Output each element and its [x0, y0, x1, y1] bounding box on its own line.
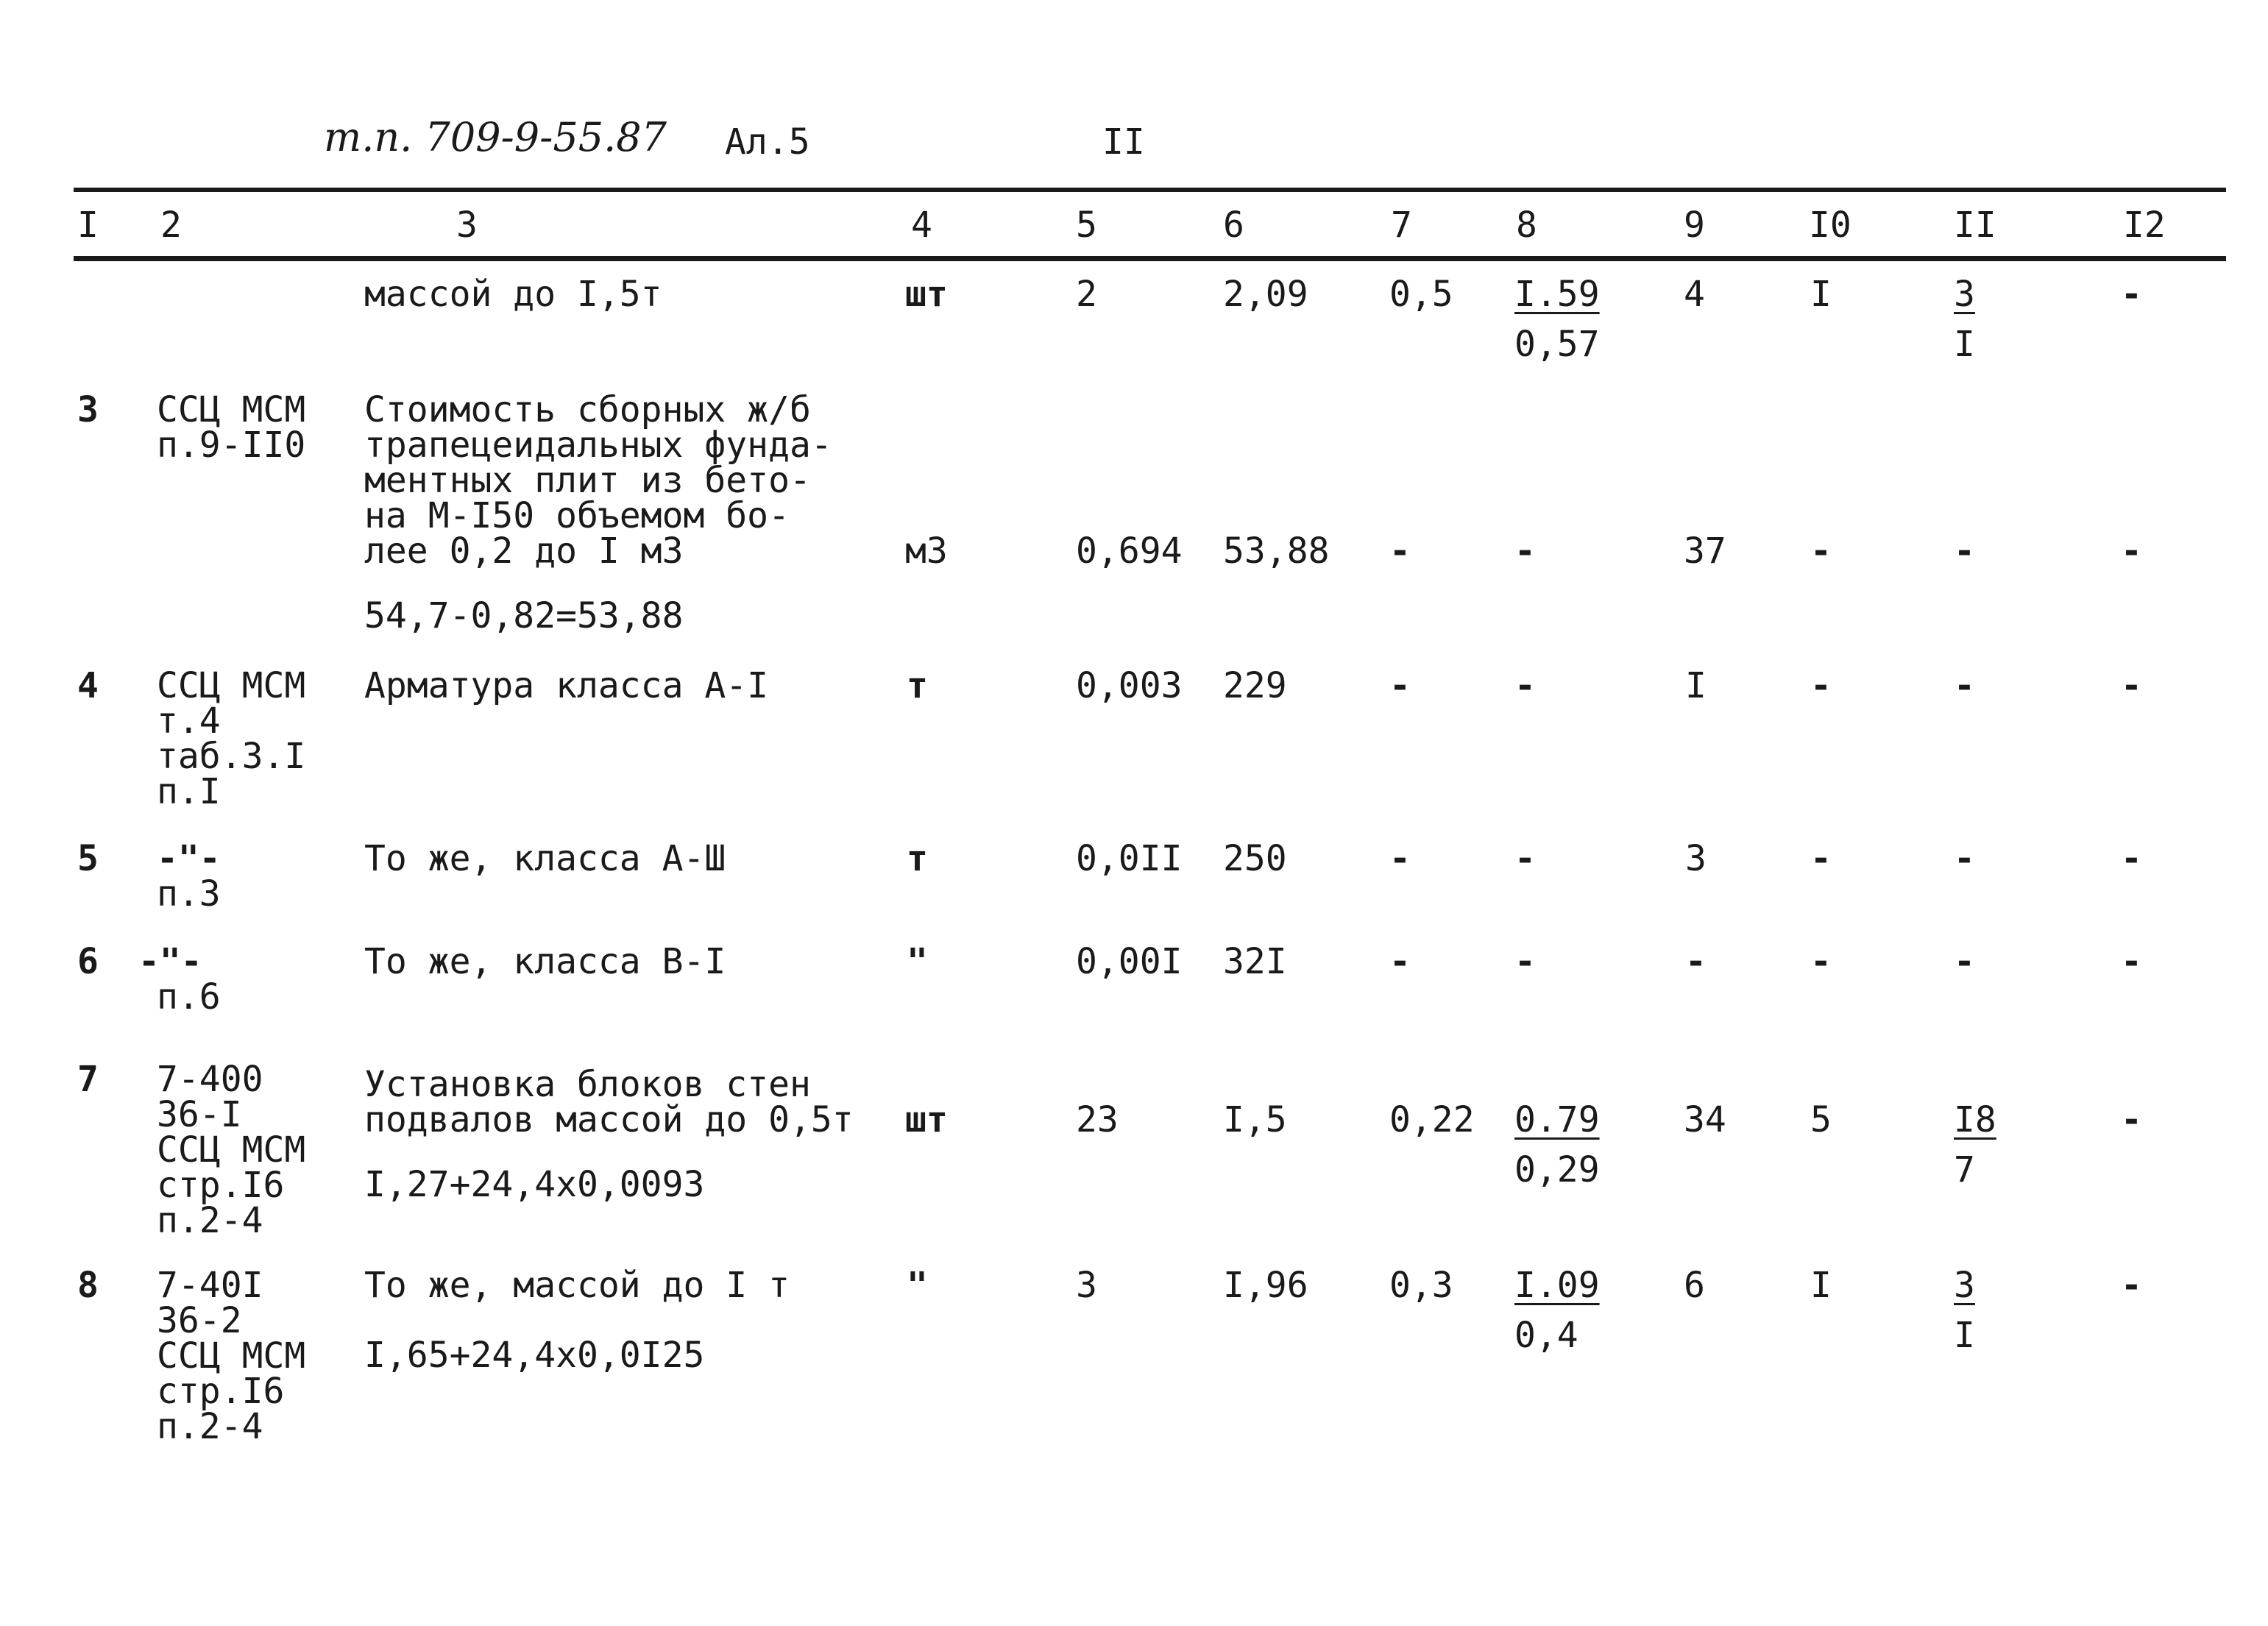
table-top-rule — [74, 188, 2226, 192]
description: То же, класса В-I — [364, 941, 726, 982]
col10-value: - — [1810, 530, 1832, 572]
col8-numerator: I.09 — [1514, 1265, 1600, 1306]
reference-code: 7-400 — [157, 1059, 263, 1100]
col10-value: - — [1810, 665, 1832, 706]
reference-code: 36-2 — [157, 1300, 242, 1341]
col8-denominator: 0,4 — [1514, 1315, 1578, 1356]
description: лее 0,2 до I м3 — [364, 530, 684, 572]
column-header: 2 — [160, 205, 182, 246]
quantity: 3 — [1076, 1265, 1097, 1306]
col8-value: - — [1514, 530, 1536, 572]
column-header: I2 — [2123, 205, 2166, 246]
quantity: 0,00I — [1076, 941, 1183, 982]
column-header: 5 — [1076, 205, 1097, 246]
col11-denominator: 7 — [1954, 1149, 1975, 1190]
unit-cost: I,5 — [1223, 1099, 1287, 1140]
description: подвалов массой до 0,5т — [364, 1099, 854, 1140]
col8-value: - — [1514, 838, 1536, 879]
unit: т — [907, 665, 928, 706]
col12-value: - — [2121, 941, 2142, 982]
row-number: 7 — [77, 1059, 99, 1100]
reference-code: ССЦ МСМ — [157, 1335, 306, 1377]
col7-value: - — [1389, 941, 1411, 982]
col12-value: - — [2121, 1265, 2142, 1306]
col9-value: 37 — [1684, 530, 1726, 572]
quantity: 0,694 — [1076, 530, 1183, 572]
col7-value: 0,5 — [1389, 274, 1453, 315]
description: Стоимость сборных ж/б — [364, 389, 811, 430]
description: Установка блоков стен — [364, 1064, 811, 1105]
reference-code: -"- — [157, 838, 221, 879]
col7-value: - — [1389, 530, 1411, 572]
document-id: т.п. 709-9-55.87 — [324, 114, 667, 160]
col9-value: 3 — [1685, 838, 1707, 879]
unit-cost: 2,09 — [1223, 274, 1308, 315]
col10-value: 5 — [1810, 1099, 1832, 1140]
reference-code: п.3 — [157, 873, 221, 915]
col11-denominator: I — [1954, 324, 1975, 365]
column-header: I0 — [1809, 205, 1851, 246]
col11-numerator: 3 — [1954, 274, 1975, 315]
col8-denominator: 0,57 — [1514, 324, 1600, 365]
quantity: 2 — [1076, 274, 1097, 315]
col11-value: - — [1954, 941, 1975, 982]
col11-value: - — [1954, 838, 1975, 879]
col12-value: - — [2121, 838, 2142, 879]
reference-code: п.2-4 — [157, 1406, 263, 1447]
column-header: 3 — [456, 205, 478, 246]
col9-value: - — [1685, 941, 1707, 982]
col10-value: I — [1810, 1265, 1832, 1306]
quantity: 23 — [1076, 1099, 1119, 1140]
quantity: 0,003 — [1076, 665, 1183, 706]
unit: " — [907, 1265, 928, 1306]
column-header: 6 — [1223, 205, 1244, 246]
col8-denominator: 0,29 — [1514, 1149, 1600, 1190]
formula: 54,7-0,82=53,88 — [364, 595, 684, 636]
col12-value: - — [2121, 274, 2142, 315]
description: на М-I50 объемом бо- — [364, 495, 790, 536]
unit-cost: 53,88 — [1223, 530, 1330, 572]
col11-denominator: I — [1954, 1315, 1975, 1356]
column-header: I — [77, 205, 99, 246]
row-number: 3 — [77, 389, 99, 430]
col12-value: - — [2121, 665, 2142, 706]
column-header: 4 — [911, 205, 932, 246]
unit-cost: 229 — [1223, 665, 1287, 706]
row-number: 4 — [77, 665, 99, 706]
reference-code: ССЦ МСМ — [157, 389, 306, 430]
col12-value: - — [2121, 1099, 2142, 1140]
row-number: 8 — [77, 1265, 99, 1306]
col11-value: - — [1954, 665, 1975, 706]
unit: шт — [905, 1099, 948, 1140]
column-header: 7 — [1391, 205, 1412, 246]
row-number: 5 — [77, 838, 99, 879]
col12-value: - — [2121, 530, 2142, 572]
col9-value: 34 — [1684, 1099, 1726, 1140]
description: массой до I,5т — [364, 274, 662, 315]
col10-value: - — [1810, 838, 1832, 879]
unit: т — [907, 838, 928, 879]
col7-value: 0,22 — [1389, 1099, 1475, 1140]
description: Арматура класса А-I — [364, 665, 769, 706]
reference-code: п.6 — [157, 976, 221, 1018]
col7-value: - — [1389, 838, 1411, 879]
reference-code: т.4 — [157, 700, 221, 742]
col8-numerator: 0.79 — [1514, 1099, 1600, 1140]
col10-value: I — [1810, 274, 1832, 315]
reference-code: ССЦ МСМ — [157, 1129, 306, 1171]
table-header-rule — [74, 256, 2226, 261]
col11-numerator: 3 — [1954, 1265, 1975, 1306]
reference-code: п.9-II0 — [157, 425, 306, 466]
unit-cost: 32I — [1223, 941, 1287, 982]
col9-value: I — [1685, 665, 1707, 706]
description: трапецеидальных фунда- — [364, 425, 832, 466]
row-number: 6 — [77, 941, 99, 982]
reference-code: 7-40I — [157, 1265, 263, 1306]
page-number: II — [1102, 121, 1145, 163]
col9-value: 4 — [1684, 274, 1705, 315]
reference-code: стр.I6 — [157, 1371, 285, 1412]
col7-value: 0,3 — [1389, 1265, 1453, 1306]
reference-code: п.I — [157, 771, 221, 812]
col10-value: - — [1810, 941, 1832, 982]
description: То же, класса А-Ш — [364, 838, 726, 879]
col9-value: 6 — [1684, 1265, 1705, 1306]
reference-code: п.2-4 — [157, 1200, 263, 1241]
description: ментных плит из бето- — [364, 460, 811, 501]
album-number: Ал.5 — [725, 121, 810, 163]
unit: м3 — [905, 530, 948, 572]
column-header: 9 — [1684, 205, 1705, 246]
col8-value: - — [1514, 665, 1536, 706]
column-header: 8 — [1516, 205, 1537, 246]
reference-code: таб.3.I — [157, 736, 306, 777]
col8-numerator: I.59 — [1514, 274, 1600, 315]
column-header: II — [1954, 205, 1996, 246]
col8-value: - — [1514, 941, 1536, 982]
reference-code: стр.I6 — [157, 1165, 285, 1206]
unit: " — [907, 941, 928, 982]
reference-code: ССЦ МСМ — [157, 665, 306, 706]
formula: I,65+24,4х0,0I25 — [364, 1335, 705, 1376]
unit: шт — [905, 274, 948, 315]
unit-cost: 250 — [1223, 838, 1287, 879]
description: То же, массой до I т — [364, 1265, 790, 1306]
col11-numerator: I8 — [1954, 1099, 1996, 1140]
quantity: 0,0II — [1076, 838, 1183, 879]
reference-code: 36-I — [157, 1094, 242, 1135]
col11-value: - — [1954, 530, 1975, 572]
col7-value: - — [1389, 665, 1411, 706]
reference-code: -"- — [138, 941, 202, 982]
unit-cost: I,96 — [1223, 1265, 1308, 1306]
formula: I,27+24,4х0,0093 — [364, 1164, 705, 1205]
